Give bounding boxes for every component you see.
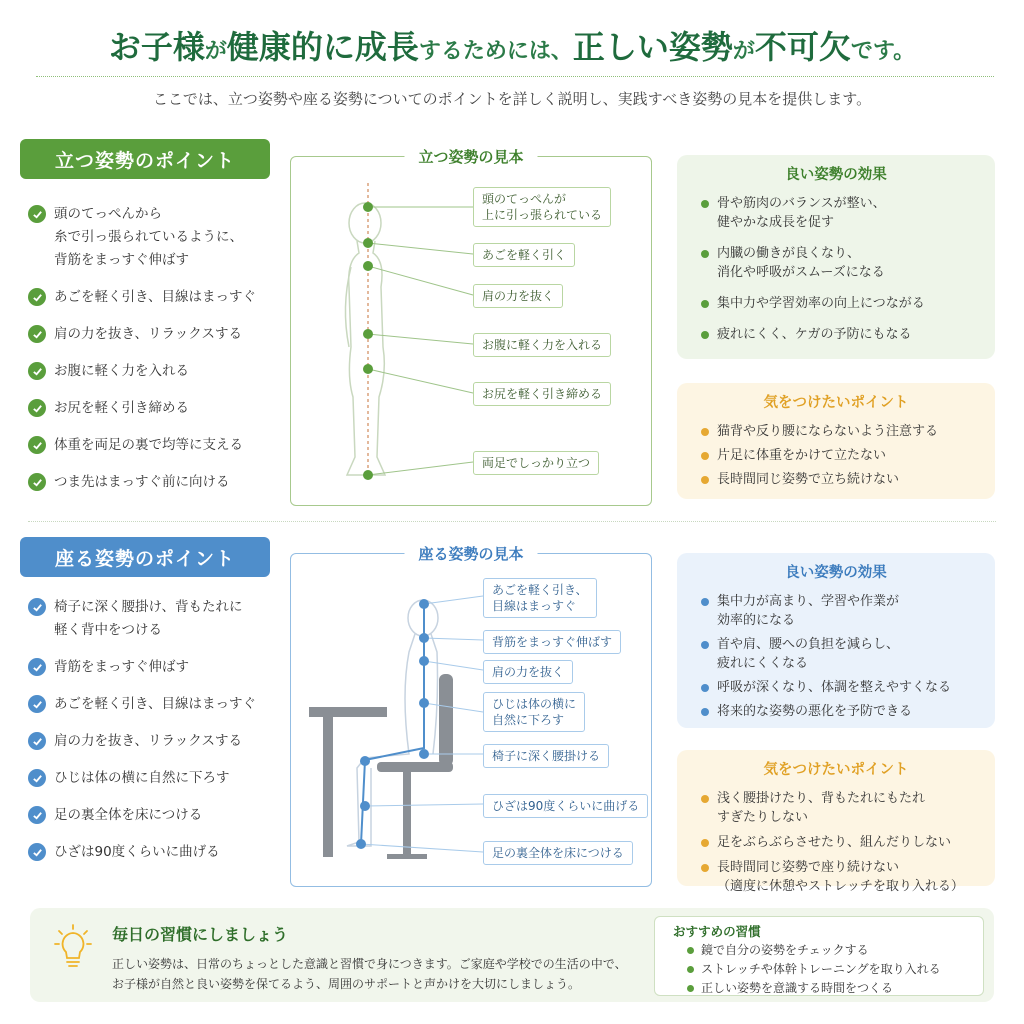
list-item: 足をぶらぶらさせたり、組んだりしない: [701, 833, 995, 852]
check-icon: [28, 695, 46, 713]
list-item: 浅く腰掛けたり、背もたれにもたれ すぎたりしない: [701, 789, 995, 827]
title-part: が: [732, 39, 755, 64]
sitting-checklist: [28, 596, 278, 864]
check-icon: [28, 399, 46, 417]
callout-abdomen: お腹に軽く力を入れる: [473, 333, 611, 357]
page-subtitle: ここでは、立つ姿勢や座る姿勢についてのポイントを詳しく説明し、実践すべき姿勢の見本を提供します。: [152, 90, 872, 108]
bullet-icon: [701, 795, 709, 803]
check-icon: [28, 362, 46, 380]
checklist-item: つま先はまっすぐ前に向ける: [28, 471, 278, 494]
check-icon: [28, 325, 46, 343]
lightbulb-icon: [54, 924, 92, 972]
callout-shoulders: 肩の力を抜く: [473, 284, 563, 308]
checklist-item: 肩の力を抜き、リラックスする: [28, 730, 278, 753]
bullet-icon: [687, 947, 694, 954]
list-item: 首や肩、腰への負担を減らし、 疲れにくくなる: [701, 635, 995, 673]
list-item: 鏡で自分の姿勢をチェックする: [687, 941, 941, 960]
panel-title: 良い姿勢の効果: [785, 565, 887, 581]
bullet-icon: [701, 428, 709, 436]
effects-list: [701, 592, 995, 721]
bullet-icon: [701, 864, 709, 872]
callout-chin: あごを軽く引く: [473, 243, 575, 267]
callout-feet: 両足でしっかり立つ: [473, 451, 599, 475]
panel-title: 気をつけたいポイント: [763, 762, 909, 778]
sitting-warnings-panel: [677, 750, 995, 894]
list-item: 疲れにくく、ケガの予防にもなる: [701, 325, 995, 344]
list-item: 内臓の働きが良くなり、 消化や呼吸がスムーズになる: [701, 244, 995, 282]
check-icon: [28, 473, 46, 491]
checklist-item: 足の裏全体を床につける: [28, 804, 278, 827]
effects-list: [701, 194, 995, 344]
list-item: 集中力が高まり、学習や作業が 効率的になる: [701, 592, 995, 630]
title-part: お子様: [108, 28, 205, 66]
check-icon: [28, 288, 46, 306]
bullet-icon: [701, 476, 709, 484]
warnings-list: [701, 789, 995, 896]
sitting-effects-panel: [677, 553, 995, 728]
bullet-icon: [701, 250, 709, 258]
recommended-habits-box: [654, 916, 984, 996]
bullet-icon: [701, 598, 709, 606]
reco-list: [687, 941, 941, 998]
standing-effects-panel: [677, 155, 995, 359]
checklist-item: 体重を両足の裏で均等に支える: [28, 434, 278, 457]
list-item: 長時間同じ姿勢で立ち続けない: [701, 470, 995, 489]
title-part: が: [204, 39, 227, 64]
list-item: 骨や筋肉のバランスが整い、 健やかな成長を促す: [701, 194, 995, 232]
checklist-item: 肩の力を抜き、リラックスする: [28, 323, 278, 346]
list-item: 呼吸が深くなり、体調を整えやすくなる: [701, 678, 995, 697]
title-part: するためには、: [418, 39, 573, 64]
checklist-item: 椅子に深く腰掛け、背もたれに 軽く背中をつける: [28, 596, 278, 642]
bullet-icon: [701, 684, 709, 692]
bullet-icon: [701, 300, 709, 308]
list-item: 猫背や反り腰にならないよう注意する: [701, 422, 995, 441]
panel-title: 気をつけたいポイント: [763, 395, 909, 411]
check-icon: [28, 732, 46, 750]
daily-habit-banner: [30, 908, 994, 1002]
sitting-diagram: [290, 545, 652, 887]
check-icon: [28, 658, 46, 676]
sitting-diagram-title: 座る姿勢の見本: [404, 543, 537, 564]
checklist-item: あごを軽く引き、目線はまっすぐ: [28, 286, 278, 309]
callout-knees: ひざは90度くらいに曲げる: [483, 794, 648, 818]
title-part: 正しい姿勢: [572, 28, 733, 66]
reco-title: おすすめの習慣: [673, 924, 761, 939]
standing-diagram: [290, 148, 652, 506]
bullet-icon: [701, 708, 709, 716]
bullet-icon: [701, 331, 709, 339]
callout-shoulders: 肩の力を抜く: [483, 660, 573, 684]
panel-title: 良い姿勢の効果: [785, 167, 887, 183]
checklist-item: お尻を軽く引き締める: [28, 397, 278, 420]
bullet-icon: [687, 985, 694, 992]
sitting-figure-illustration: [291, 554, 653, 888]
checklist-item: 背筋をまっすぐ伸ばす: [28, 656, 278, 679]
standing-diagram-title: 立つ姿勢の見本: [404, 146, 537, 167]
warnings-list: [701, 422, 995, 489]
checklist-item: ひじは体の横に自然に下ろす: [28, 767, 278, 790]
bullet-icon: [701, 641, 709, 649]
standing-points-heading: 立つ姿勢のポイント: [20, 139, 270, 179]
sitting-points-heading: 座る姿勢のポイント: [20, 537, 270, 577]
habit-description: 正しい姿勢は、日常のちょっとした意識と習慣で身につきます。ご家庭や学校での生活の中で、 お子様が自然と良い姿勢を保てるよう、周囲のサポートと声かけを大切にしましょう。: [112, 957, 627, 991]
desk-shape: [309, 707, 387, 857]
list-item: 将来的な姿勢の悪化を予防できる: [701, 702, 995, 721]
title-divider: [36, 76, 994, 77]
checklist-item: ひざは90度くらいに曲げる: [28, 841, 278, 864]
title-part: 健康的に成長: [226, 28, 419, 66]
list-item: 片足に体重をかけて立たない: [701, 446, 995, 465]
title-part: です。: [850, 39, 916, 64]
title-part: 不可欠: [754, 28, 851, 66]
standing-warnings-panel: [677, 383, 995, 499]
bullet-icon: [701, 200, 709, 208]
chair-shape: [377, 674, 453, 859]
checklist-item: 頭のてっぺんから 糸で引っ張られているように、 背筋をまっすぐ伸ばす: [28, 203, 278, 272]
callout-chin: あごを軽く引き、 目線はまっすぐ: [483, 578, 597, 618]
list-item: 集中力や学習効率の向上につながる: [701, 294, 995, 313]
callout-elbows: ひじは体の横に 自然に下ろす: [483, 692, 585, 732]
bullet-icon: [701, 452, 709, 460]
section-divider: [28, 521, 996, 522]
check-icon: [28, 205, 46, 223]
check-icon: [28, 843, 46, 861]
callout-spine: 背筋をまっすぐ伸ばす: [483, 630, 621, 654]
checklist-item: お腹に軽く力を入れる: [28, 360, 278, 383]
bullet-icon: [687, 966, 694, 973]
callout-head: 頭のてっぺんが 上に引っ張られている: [473, 187, 611, 227]
check-icon: [28, 806, 46, 824]
checklist-item: あごを軽く引き、目線はまっすぐ: [28, 693, 278, 716]
list-item: 長時間同じ姿勢で座り続けない （適度に休憩やストレッチを取り入れる）: [701, 858, 995, 896]
callout-feet: 足の裏全体を床につける: [483, 841, 633, 865]
habit-title: 毎日の習慣にしましょう: [112, 925, 289, 944]
check-icon: [28, 436, 46, 454]
callout-seat: 椅子に深く腰掛ける: [483, 744, 609, 768]
callout-hips: お尻を軽く引き締める: [473, 382, 611, 406]
list-item: ストレッチや体幹トレーニングを取り入れる: [687, 960, 941, 979]
check-icon: [28, 769, 46, 787]
page-title: [0, 22, 1024, 68]
list-item: 正しい姿勢を意識する時間をつくる: [687, 979, 941, 998]
bullet-icon: [701, 839, 709, 847]
standing-checklist: [28, 203, 278, 494]
check-icon: [28, 598, 46, 616]
